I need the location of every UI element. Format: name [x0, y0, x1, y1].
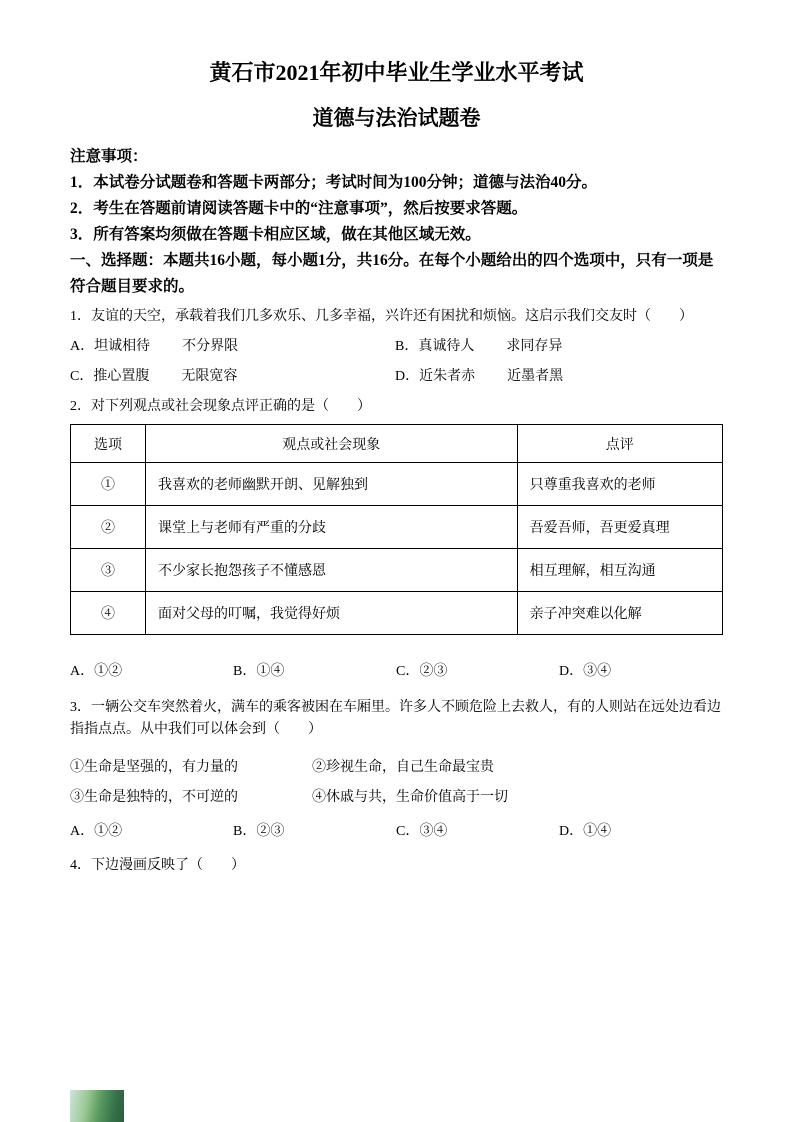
q2-row-view: 不少家长抱怨孩子不懂感恩 [145, 549, 517, 592]
option-phrase: 坦诚相待 [94, 339, 151, 354]
notice-section [70, 144, 723, 248]
q1-option-d [395, 366, 723, 388]
table-row [71, 549, 723, 592]
q3-statement-3: ③生命是独特的，不可逆的 [70, 790, 238, 805]
notice-item: 2．考生在答题前请阅读答题卡中的“注意事项”，然后按要求答题。 [70, 200, 528, 217]
exam-title: 黄石市2021年初中毕业生学业水平考试 [209, 60, 584, 85]
option-label: C． [70, 369, 94, 384]
q4-stem: 4．下边漫画反映了（ ） [70, 858, 245, 873]
option-phrase: 真诚待人 [418, 339, 475, 354]
q3-statement-4: ④休戚与共，生命价值高于一切 [312, 790, 508, 805]
option-phrase: 近朱者赤 [419, 369, 476, 384]
option-label: A． [70, 339, 95, 354]
q2-row-comment: 吾爱吾师，吾更爱真理 [517, 506, 722, 549]
q2-row-option: ① [71, 463, 146, 506]
q3-stem: 3．一辆公交车突然着火，满车的乘客被困在车厢里。许多人不顾危险上去救人，有的人则站在远处边看边指指点点。从中我们可以体会到（ ） [70, 700, 721, 737]
notice-item: 1．本试卷分试题卷和答题卡两部分；考试时间为100分钟；道德与法治40分。 [70, 174, 598, 191]
option-label: B． [395, 339, 419, 354]
notice-heading: 注意事项： [70, 148, 148, 165]
q3-statement-2: ②珍视生命，自己生命最宝贵 [312, 760, 494, 775]
q3-choice-a: A．①② [70, 824, 123, 839]
exam-subtitle: 道德与法治试题卷 [312, 106, 481, 130]
q2-row-option: ③ [71, 549, 146, 592]
q2-row-comment: 只尊重我喜欢的老师 [517, 463, 722, 506]
q3-choice-d: D．①④ [559, 824, 612, 839]
q2-table [70, 424, 723, 635]
q2-choice-b: B．①④ [233, 664, 285, 679]
q2-header-comment: 点评 [517, 425, 722, 463]
q2-row-view: 面对父母的叮嘱，我觉得好烦 [145, 592, 517, 635]
option-phrase: 无限宽容 [181, 369, 238, 384]
q1-option-b [395, 336, 723, 358]
comic-image-fragment [70, 1090, 124, 1122]
option-phrase: 求同存异 [506, 339, 563, 354]
option-phrase: 不分界限 [182, 339, 239, 354]
table-row [71, 592, 723, 635]
q2-choices [70, 661, 723, 683]
q2-row-view: 课堂上与老师有严重的分歧 [145, 506, 517, 549]
q1-stem: 1．友谊的天空，承载着我们几多欢乐、几多幸福，兴许还有困扰和烦恼。这启示我们交友时（ ） [70, 309, 693, 324]
q2-table-header-row [71, 425, 723, 463]
q2-row-comment: 相互理解，相互沟通 [517, 549, 722, 592]
option-phrase: 推心置腹 [93, 369, 150, 384]
q1-option-c [70, 366, 395, 388]
q3-choices [70, 821, 723, 843]
q2-choice-d: D．③④ [559, 664, 612, 679]
q1-options [70, 336, 723, 388]
q1-option-a [70, 336, 395, 358]
q3-choice-c: C．③④ [396, 824, 448, 839]
q2-row-view: 我喜欢的老师幽默开朗、见解独到 [145, 463, 517, 506]
q2-choice-a: A．①② [70, 664, 123, 679]
table-row [71, 463, 723, 506]
q2-choice-c: C．②③ [396, 664, 448, 679]
option-phrase: 近墨者黑 [507, 369, 564, 384]
q2-stem: 2．对下列观点或社会现象点评正确的是（ ） [70, 399, 371, 414]
q2-header-option: 选项 [71, 425, 146, 463]
section-one-heading: 一、选择题：本题共16小题，每小题1分，共16分。在每个小题给出的四个选项中，只有一项是符合题目要求的。 [70, 252, 714, 295]
table-row [71, 506, 723, 549]
q3-statements [70, 757, 723, 809]
q2-row-comment: 亲子冲突难以化解 [517, 592, 722, 635]
option-label: D． [395, 369, 420, 384]
q2-header-view: 观点或社会现象 [145, 425, 517, 463]
q3-statement-1: ①生命是坚强的，有力量的 [70, 760, 238, 775]
q2-row-option: ② [71, 506, 146, 549]
notice-item: 3．所有答案均须做在答题卡相应区域，做在其他区域无效。 [70, 226, 481, 243]
q3-choice-b: B．②③ [233, 824, 285, 839]
q2-row-option: ④ [71, 592, 146, 635]
